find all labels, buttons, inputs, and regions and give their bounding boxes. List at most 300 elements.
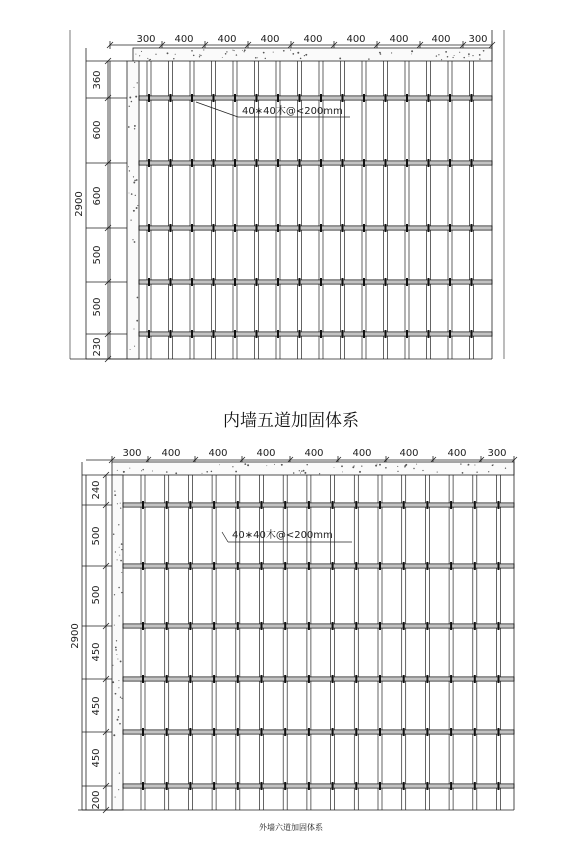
concrete-speckle <box>359 471 361 473</box>
tie-bolt <box>428 94 430 102</box>
concrete-speckle <box>300 58 302 60</box>
concrete-speckle <box>255 57 257 59</box>
tie-bolt <box>234 330 236 338</box>
concrete-speckle <box>441 59 442 60</box>
concrete-speckle <box>112 665 113 666</box>
tie-bolt <box>308 562 310 570</box>
concrete-speckle <box>139 55 140 56</box>
concrete-speckle <box>437 472 438 473</box>
concrete-speckle <box>152 471 153 472</box>
concrete-speckle <box>232 50 233 51</box>
concrete-speckle <box>116 640 117 641</box>
diagram-bottom <box>70 448 517 813</box>
concrete-speckle <box>129 97 131 99</box>
tie-bolt <box>299 278 301 286</box>
concrete-speckle <box>121 592 122 593</box>
concrete-speckle <box>265 58 266 59</box>
concrete-speckle <box>129 170 130 171</box>
tie-bolt <box>261 728 263 736</box>
tie-bolt <box>166 728 168 736</box>
tie-bolt <box>191 330 193 338</box>
tie-bolt <box>256 159 258 167</box>
concrete-speckle <box>460 463 461 464</box>
concrete-speckle <box>411 50 413 52</box>
concrete-speckle <box>361 465 362 466</box>
concrete-speckle <box>114 594 115 595</box>
concrete-speckle <box>263 52 265 54</box>
top-dim-label: 400 <box>161 448 181 459</box>
tie-bolt <box>474 675 476 683</box>
concrete-speckle <box>134 62 135 63</box>
tie-bolt <box>332 501 334 509</box>
concrete-speckle <box>134 180 136 182</box>
tie-bolt <box>299 330 301 338</box>
tie-bolt <box>277 224 279 232</box>
tie-bolt <box>213 159 215 167</box>
concrete-speckle <box>136 207 138 209</box>
tie-bolt <box>450 622 452 630</box>
top-dim-label: 400 <box>256 448 276 459</box>
tie-bolt <box>213 94 215 102</box>
top-dim-label: 400 <box>346 34 366 45</box>
concrete-speckle <box>483 50 485 52</box>
total-height-label: 2900 <box>70 623 81 649</box>
tie-bolt <box>277 330 279 338</box>
tie-bolt <box>379 675 381 683</box>
concrete-speckle <box>334 467 335 468</box>
top-dim-label: 400 <box>399 448 419 459</box>
side-dim-label: 500 <box>92 297 103 317</box>
concrete-speckle <box>118 789 119 790</box>
tie-bolt <box>284 728 286 736</box>
concrete-speckle <box>155 54 156 55</box>
concrete-speckle <box>118 524 119 525</box>
concrete-speckle <box>368 58 369 59</box>
concrete-speckle <box>266 465 267 466</box>
tie-bolt <box>403 728 405 736</box>
concrete-speckle <box>130 349 131 350</box>
top-dim-label: 400 <box>303 34 323 45</box>
top-dim-label: 300 <box>487 448 507 459</box>
concrete-speckle <box>115 647 117 649</box>
tie-bolt <box>191 224 193 232</box>
tie-bolt <box>449 278 451 286</box>
tie-bolt <box>474 728 476 736</box>
tie-bolt <box>406 330 408 338</box>
concrete-speckle <box>191 50 193 52</box>
concrete-speckle <box>297 52 299 54</box>
tie-bolt <box>299 159 301 167</box>
side-dim-label: 450 <box>91 642 102 662</box>
tie-bolt <box>406 224 408 232</box>
tie-bolt <box>385 94 387 102</box>
tie-bolt <box>308 728 310 736</box>
tie-bolt <box>471 278 473 286</box>
tie-bolt <box>498 728 500 736</box>
concrete-speckle <box>131 193 133 195</box>
tie-bolt <box>237 501 239 509</box>
tie-bolt <box>261 501 263 509</box>
concrete-speckle <box>113 533 114 534</box>
side-dim-label: 500 <box>91 585 102 605</box>
concrete-speckle <box>462 472 464 474</box>
tie-bolt <box>332 675 334 683</box>
concrete-speckle <box>479 54 481 56</box>
tie-bolt <box>142 728 144 736</box>
concrete-speckle <box>135 195 136 196</box>
tie-bolt <box>299 94 301 102</box>
tie-bolt <box>213 501 215 509</box>
tie-bolt <box>332 562 334 570</box>
tie-bolt <box>474 782 476 790</box>
tie-bolt <box>498 622 500 630</box>
concrete-speckle <box>232 466 233 467</box>
concrete-speckle <box>129 106 130 107</box>
concrete-speckle <box>247 464 249 466</box>
tie-bolt <box>426 562 428 570</box>
concrete-speckle <box>175 54 176 55</box>
tie-bolt <box>234 159 236 167</box>
tie-bolt <box>284 562 286 570</box>
concrete-speckle <box>452 57 453 58</box>
tie-bolt <box>332 728 334 736</box>
tie-bolt <box>320 94 322 102</box>
tie-bolt <box>471 159 473 167</box>
concrete-speckle <box>173 58 174 59</box>
concrete-speckle <box>120 503 121 504</box>
concrete-speckle <box>199 56 200 57</box>
tie-bolt <box>142 675 144 683</box>
concrete-speckle <box>454 55 455 56</box>
concrete-speckle <box>134 125 136 127</box>
top-dim-label: 400 <box>208 448 228 459</box>
concrete-speckle <box>119 547 120 548</box>
concrete-speckle <box>202 473 203 474</box>
concrete-speckle <box>222 57 223 58</box>
tie-bolt <box>379 562 381 570</box>
tie-bolt <box>355 728 357 736</box>
tie-bolt <box>498 675 500 683</box>
concrete-speckle <box>473 55 474 56</box>
tie-bolt <box>342 278 344 286</box>
tie-bolt <box>406 278 408 286</box>
concrete-speckle <box>422 470 423 471</box>
concrete-speckle <box>119 723 121 725</box>
concrete-speckle <box>305 54 307 56</box>
tie-bolt <box>166 501 168 509</box>
tie-bolt <box>320 159 322 167</box>
concrete-speckle <box>114 490 115 491</box>
tie-bolt <box>256 224 258 232</box>
concrete-speckle <box>341 465 343 467</box>
concrete-speckle <box>118 716 119 717</box>
tie-bolt <box>170 278 172 286</box>
tie-bolt <box>379 501 381 509</box>
concrete-speckle <box>135 54 136 55</box>
tie-bolt <box>385 278 387 286</box>
concrete-speckle <box>134 346 135 347</box>
tie-bolt <box>237 622 239 630</box>
concrete-speckle <box>391 52 392 53</box>
concrete-speckle <box>299 470 300 471</box>
tie-bolt <box>403 782 405 790</box>
concrete-speckle <box>413 468 414 469</box>
tie-bolt <box>256 278 258 286</box>
concrete-speckle <box>468 465 469 466</box>
concrete-speckle <box>445 51 447 53</box>
concrete-speckle <box>136 179 138 181</box>
tie-bolt <box>355 675 357 683</box>
concrete-speckle <box>128 166 129 167</box>
concrete-speckle <box>167 52 169 54</box>
concrete-speckle <box>303 470 305 472</box>
concrete-speckle <box>137 205 138 206</box>
tie-bolt <box>498 501 500 509</box>
tie-bolt <box>320 278 322 286</box>
tie-bolt <box>166 622 168 630</box>
concrete-speckle <box>119 555 120 556</box>
concrete-speckle <box>133 328 134 329</box>
concrete-speckle <box>193 55 195 57</box>
concrete-speckle <box>476 471 477 472</box>
total-height-label: 2900 <box>74 191 85 217</box>
tie-bolt <box>428 278 430 286</box>
concrete-speckle <box>281 464 283 466</box>
concrete-speckle <box>244 49 246 51</box>
concrete-speckle <box>226 51 227 52</box>
tie-bolt <box>148 330 150 338</box>
tie-bolt <box>474 562 476 570</box>
side-dim-label: 500 <box>91 526 102 546</box>
concrete-speckle <box>273 52 274 53</box>
top-dim-label: 400 <box>352 448 372 459</box>
concrete-speckle <box>339 57 341 59</box>
concrete-speckle <box>283 50 285 52</box>
concrete-speckle <box>113 734 115 736</box>
concrete-speckle <box>120 507 121 508</box>
tie-bolt <box>191 159 193 167</box>
tie-bolt <box>403 562 405 570</box>
tie-bolt <box>142 622 144 630</box>
tie-bolt <box>213 622 215 630</box>
concrete-speckle <box>206 471 208 473</box>
side-dim-label: 600 <box>92 186 103 206</box>
concrete-speckle <box>235 471 237 473</box>
tie-bolt <box>308 675 310 683</box>
tie-bolt <box>426 501 428 509</box>
concrete-speckle <box>141 470 142 471</box>
tie-bolt <box>256 94 258 102</box>
concrete-speckle <box>353 465 354 466</box>
annotation-label: 40∗40木@<200mm <box>232 530 333 541</box>
tie-bolt <box>166 675 168 683</box>
tie-bolt <box>284 501 286 509</box>
concrete-speckle <box>219 464 220 465</box>
tie-bolt <box>308 501 310 509</box>
concrete-speckle <box>379 464 381 466</box>
concrete-speckle <box>118 680 119 681</box>
tie-bolt <box>363 330 365 338</box>
side-dim-label: 450 <box>91 748 102 768</box>
concrete-speckle <box>375 465 377 467</box>
concrete-speckle <box>301 471 302 472</box>
tie-bolt <box>308 622 310 630</box>
top-dim-label: 300 <box>122 448 142 459</box>
tie-bolt <box>363 278 365 286</box>
concrete-speckle <box>447 56 449 58</box>
concrete-speckle <box>468 56 469 57</box>
top-dim-label: 400 <box>304 448 324 459</box>
concrete-speckle <box>290 50 291 51</box>
concrete-speckle <box>352 466 354 468</box>
tie-bolt <box>256 330 258 338</box>
tie-bolt <box>213 562 215 570</box>
concrete-speckle <box>133 176 134 177</box>
tie-bolt <box>234 224 236 232</box>
tie-bolt <box>237 675 239 683</box>
tie-bolt <box>449 94 451 102</box>
concrete-speckle <box>147 58 148 59</box>
concrete-speckle <box>225 53 227 55</box>
concrete-speckle <box>492 464 494 466</box>
top-dim-label: 400 <box>389 34 409 45</box>
tie-bolt <box>148 224 150 232</box>
tie-bolt <box>474 501 476 509</box>
tie-bolt <box>450 728 452 736</box>
concrete-speckle <box>377 464 378 465</box>
tie-bolt <box>406 94 408 102</box>
tie-bolt <box>332 622 334 630</box>
concrete-speckle <box>121 572 122 573</box>
tie-bolt <box>189 501 191 509</box>
tie-bolt <box>170 94 172 102</box>
concrete-speckle <box>141 51 142 52</box>
concrete-speckle <box>379 52 381 54</box>
concrete-speckle <box>150 59 151 60</box>
concrete-speckle <box>120 560 122 562</box>
tie-bolt <box>261 622 263 630</box>
side-dim-label: 450 <box>91 696 102 716</box>
concrete-speckle <box>404 465 406 467</box>
tie-bolt <box>450 675 452 683</box>
tie-bolt <box>234 94 236 102</box>
tie-bolt <box>471 330 473 338</box>
concrete-speckle <box>131 101 133 103</box>
tie-bolt <box>189 782 191 790</box>
concrete-speckle <box>479 58 480 59</box>
concrete-speckle <box>120 660 122 662</box>
concrete-speckle <box>129 468 130 469</box>
tie-bolt <box>355 782 357 790</box>
tie-bolt <box>403 675 405 683</box>
concrete-speckle <box>119 772 120 773</box>
tie-bolt <box>449 159 451 167</box>
tie-bolt <box>450 562 452 570</box>
tie-bolt <box>148 159 150 167</box>
concrete-speckle <box>137 297 139 299</box>
tie-bolt <box>385 159 387 167</box>
tie-bolt <box>426 675 428 683</box>
tie-bolt <box>299 224 301 232</box>
concrete-speckle <box>115 551 116 552</box>
tie-bolt <box>426 782 428 790</box>
tie-bolt <box>363 224 365 232</box>
concrete-speckle <box>115 693 117 695</box>
tie-bolt <box>342 94 344 102</box>
tie-bolt <box>213 224 215 232</box>
top-dim-label: 300 <box>136 34 156 45</box>
top-dim-label: 400 <box>447 448 467 459</box>
tie-bolt <box>355 562 357 570</box>
concrete-speckle <box>117 559 118 560</box>
concrete-speckle <box>292 53 294 55</box>
tie-bolt <box>191 278 193 286</box>
concrete-speckle <box>115 797 116 798</box>
tie-bolt <box>191 94 193 102</box>
concrete-speckle <box>133 210 135 212</box>
concrete-speckle <box>129 193 130 194</box>
concrete-speckle <box>130 219 131 220</box>
concrete-speckle <box>134 128 135 129</box>
concrete-top-band <box>133 48 492 61</box>
tie-bolt <box>189 675 191 683</box>
concrete-speckle <box>199 54 200 55</box>
tie-bolt <box>237 782 239 790</box>
tie-bolt <box>189 562 191 570</box>
tie-bolt <box>213 782 215 790</box>
concrete-speckle <box>416 464 417 465</box>
tie-bolt <box>449 330 451 338</box>
concrete-speckle <box>134 241 136 243</box>
concrete-speckle <box>293 472 295 474</box>
tie-bolt <box>385 330 387 338</box>
concrete-speckle <box>117 709 119 711</box>
tie-bolt <box>213 330 215 338</box>
concrete-speckle <box>505 468 506 469</box>
concrete-speckle <box>117 470 118 471</box>
concrete-top-band <box>112 462 514 475</box>
tie-bolt <box>450 501 452 509</box>
concrete-speckle <box>436 55 437 56</box>
tie-bolt <box>428 330 430 338</box>
concrete-speckle <box>385 467 387 469</box>
concrete-speckle <box>112 681 114 683</box>
tie-bolt <box>213 728 215 736</box>
concrete-speckle <box>463 57 464 58</box>
concrete-speckle <box>175 472 177 474</box>
tie-bolt <box>166 782 168 790</box>
tie-bolt <box>170 159 172 167</box>
concrete-speckle <box>121 549 122 550</box>
caption-outer-wall: 外墙六道加固体系 <box>259 823 323 832</box>
tie-bolt <box>189 622 191 630</box>
concrete-speckle <box>300 472 301 473</box>
tie-bolt <box>213 675 215 683</box>
concrete-speckle <box>244 463 246 465</box>
tie-bolt <box>148 278 150 286</box>
tie-bolt <box>170 224 172 232</box>
tie-bolt <box>342 159 344 167</box>
concrete-speckle <box>132 239 133 240</box>
concrete-speckle <box>411 53 412 54</box>
top-dim-label: 400 <box>217 34 237 45</box>
tie-bolt <box>277 278 279 286</box>
top-dim-label: 400 <box>174 34 194 45</box>
tie-bolt <box>234 278 236 286</box>
concrete-speckle <box>342 471 343 472</box>
tie-bolt <box>355 501 357 509</box>
tie-bolt <box>498 562 500 570</box>
